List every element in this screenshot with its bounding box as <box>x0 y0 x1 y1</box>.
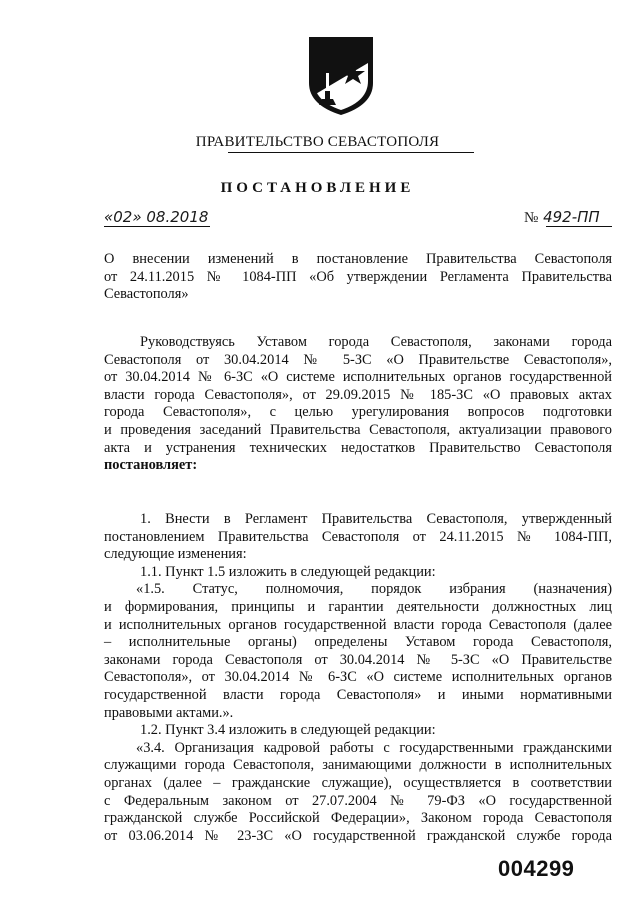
date-underline <box>104 226 210 227</box>
body-line: правовыми актами.». <box>104 704 234 721</box>
body-line: и исполнительных органов государственной власти города Севастополя (далее <box>104 616 612 633</box>
resolves-word: постановляет: <box>104 457 198 474</box>
serial-number: 004299 <box>498 856 575 881</box>
preamble-line: Руководствуясь Уставом города Севастополя, законами города <box>140 334 612 350</box>
body-line: 1.1. Пункт 1.5 изложить в следующей редакции: <box>140 563 436 580</box>
body-line: государственной власти города Севастополя» и иными нормативными <box>104 686 612 703</box>
body-line: законами города Севастополя от 30.04.2014 № 5-ЗС «О Правительстве <box>104 651 612 668</box>
sevastopol-coat-of-arms-icon <box>305 33 377 117</box>
document-date: «02» 08.2018 <box>104 208 209 226</box>
preamble-line: города Севастополя», с целью урегулирования вопросов подготовки <box>104 404 612 421</box>
title-underline <box>228 152 474 153</box>
body-line: постановлением Правительства Севастополя от 24.11.2015 № 1084-ПП, <box>104 528 612 545</box>
body-line: 1. Внести в Регламент Правительства Севастополя, утвержденный <box>140 511 612 527</box>
number-sign: № <box>524 210 539 226</box>
preamble-line: от 30.04.2014 № 6-ЗС «О системе исполнительных органов государственной <box>104 369 612 386</box>
preamble-line: власти города Севастополя», от 29.09.2015 № 185-ЗС «О правовых актах <box>104 386 612 403</box>
number-value: 492-ПП <box>543 208 600 226</box>
document-number <box>524 208 600 227</box>
body-line: «3.4. Организация кадровой работы с государственными гражданскими <box>136 739 612 756</box>
body-line: 1.2. Пункт 3.4 изложить в следующей редакции: <box>140 722 436 739</box>
body-line: следующие изменения: <box>104 546 247 563</box>
document-subject <box>104 251 612 304</box>
body-line: гражданской службе Российской Федерации», Законом города Севастополя <box>104 810 612 827</box>
subject-line: О внесении изменений в постановление Правительства Севастополя <box>104 251 612 267</box>
number-underline <box>546 226 612 227</box>
body-line: Севастополя», от 30.04.2014 № 6-ЗС «О системе исполнительных органов <box>104 669 612 686</box>
body-line: «1.5. Статус, полномочия, порядок избрания (назначения) <box>136 581 612 598</box>
subject-line: Севастополя» <box>104 286 189 303</box>
body-line: – исполнительные органы) определены Уставом города Севастополя, <box>104 634 612 651</box>
body-text <box>104 511 612 845</box>
preamble-line: акта и устранения технических недостатков Правительство Севастополя <box>104 439 612 456</box>
body-line: органах (далее – гражданские служащие), осуществляется в соответствии <box>104 774 612 791</box>
body-line: служащими города Севастополя, занимающими должности в исполнительных <box>104 757 612 774</box>
body-line: и формирования, принципы и гарантии деятельности должностных лиц <box>104 598 612 615</box>
preamble-paragraph <box>104 334 612 475</box>
preamble-line: Севастополя от 30.04.2014 № 5-ЗС «О Правительстве Севастополя», <box>104 351 612 368</box>
subject-line: от 24.11.2015 № 1084-ПП «Об утверждении Регламента Правительства <box>104 268 612 285</box>
preamble-line: и проведения заседаний Правительства Севастополя, актуализации правового <box>104 421 612 438</box>
document-type: ПОСТАНОВЛЕНИЕ <box>220 180 415 196</box>
organization-title: ПРАВИТЕЛЬСТВО СЕВАСТОПОЛЯ <box>195 134 440 150</box>
body-line: от 03.06.2014 № 23-ЗС «О государственной гражданской службе города <box>104 827 612 844</box>
body-line: с Федеральным законом от 27.07.2004 № 79-ФЗ «О государственной <box>104 792 612 809</box>
